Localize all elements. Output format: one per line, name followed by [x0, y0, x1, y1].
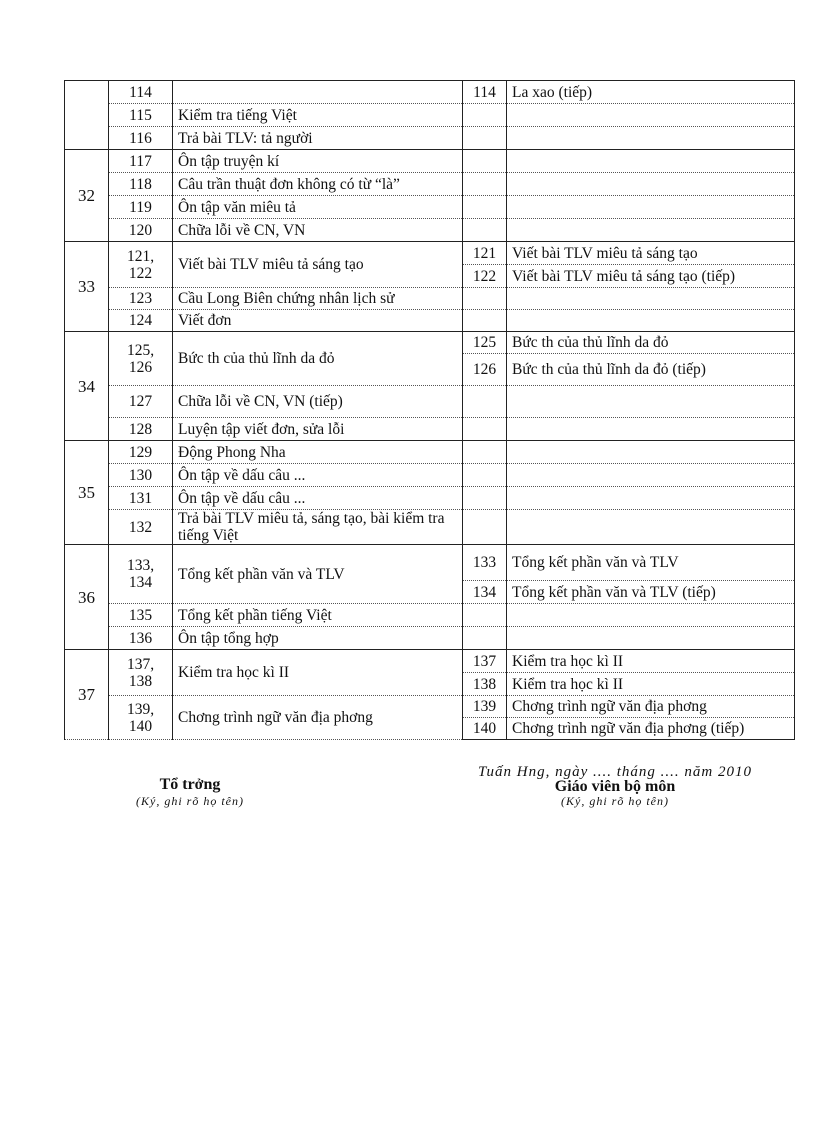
lesson-title-cell: Kiểm tra học kì II: [173, 650, 463, 696]
text-number-cell: [463, 604, 507, 627]
lesson-number-cell: 129: [109, 441, 173, 464]
lesson-number-cell: 123: [109, 288, 173, 310]
lesson-title-cell: Chơng trình ngữ văn địa phơng: [173, 696, 463, 740]
place-date: Tuấn Hng, ngày .... tháng .... năm 2010: [477, 764, 752, 780]
lesson-number-cell: 137, 138: [109, 650, 173, 696]
text-topic-cell: Bức th của thủ lĩnh da đỏ: [507, 332, 795, 354]
text-number-cell: 133: [463, 545, 507, 581]
text-topic-cell: Tổng kết phần văn và TLV (tiếp): [507, 581, 795, 604]
text-number-cell: 137: [463, 650, 507, 673]
text-topic-cell: [507, 150, 795, 173]
text-number-cell: [463, 196, 507, 219]
table-row: [65, 150, 795, 173]
text-topic-cell: [507, 464, 795, 487]
text-topic-cell: [507, 627, 795, 650]
lesson-number-cell: 114: [109, 81, 173, 104]
lesson-title-cell: Ôn tập truyện kí: [173, 150, 463, 173]
text-number-cell: [463, 173, 507, 196]
lesson-title-cell: Ôn tập văn miêu tả: [173, 196, 463, 219]
text-topic-cell: La xao (tiếp): [507, 81, 795, 104]
left-signature: [120, 776, 260, 809]
lesson-number-cell: 131: [109, 487, 173, 510]
lesson-number-cell: 118: [109, 173, 173, 196]
table-row: [65, 696, 795, 718]
lesson-number-cell: 121, 122: [109, 242, 173, 288]
text-number-cell: 134: [463, 581, 507, 604]
week-number-cell: 35: [65, 441, 109, 545]
left-signature-note: (Ký, ghi rõ họ tên): [136, 794, 244, 808]
lesson-title-cell: Câu trần thuật đơn không có từ “là”: [173, 173, 463, 196]
table-row: [65, 288, 795, 310]
table-row: [65, 604, 795, 627]
table-row: [65, 627, 795, 650]
text-number-cell: [463, 150, 507, 173]
text-number-cell: 114: [463, 81, 507, 104]
lesson-number-cell: 128: [109, 418, 173, 441]
lesson-number-cell: 132: [109, 510, 173, 545]
week-number-cell: 32: [65, 150, 109, 242]
text-number-cell: [463, 104, 507, 127]
text-topic-cell: Kiểm tra học kì II: [507, 650, 795, 673]
table-row: [65, 310, 795, 332]
lesson-number-cell: 124: [109, 310, 173, 332]
text-number-cell: 126: [463, 354, 507, 386]
text-topic-cell: Viết bài TLV miêu tả sáng tạo (tiếp): [507, 265, 795, 288]
text-topic-cell: [507, 219, 795, 242]
text-topic-cell: Bức th của thủ lĩnh da đỏ (tiếp): [507, 354, 795, 386]
text-number-cell: [463, 510, 507, 545]
week-number-cell: 37: [65, 650, 109, 740]
lesson-title-cell: Ôn tập tổng hợp: [173, 627, 463, 650]
table-row: [65, 332, 795, 354]
lesson-number-cell: 139, 140: [109, 696, 173, 740]
text-topic-cell: [507, 386, 795, 418]
table-row: [65, 81, 795, 104]
table-row: [65, 487, 795, 510]
lesson-title-cell: Ôn tập về dấu câu ...: [173, 487, 463, 510]
lesson-number-cell: 130: [109, 464, 173, 487]
lesson-title-cell: Tổng kết phần văn và TLV: [173, 545, 463, 604]
lesson-number-cell: 119: [109, 196, 173, 219]
lesson-number-cell: 115: [109, 104, 173, 127]
table-row: [65, 242, 795, 265]
lesson-number-cell: 127: [109, 386, 173, 418]
text-topic-cell: [507, 104, 795, 127]
right-signature: [460, 764, 770, 809]
text-topic-cell: [507, 288, 795, 310]
text-number-cell: [463, 127, 507, 150]
table-row: [65, 219, 795, 242]
lesson-title-cell: Động Phong Nha: [173, 441, 463, 464]
lesson-title-cell: Ôn tập về dấu câu ...: [173, 464, 463, 487]
table-row: [65, 441, 795, 464]
text-number-cell: [463, 487, 507, 510]
schedule-table: [64, 80, 795, 740]
week-number-cell: [65, 81, 109, 150]
text-number-cell: [463, 386, 507, 418]
text-topic-cell: [507, 310, 795, 332]
text-topic-cell: Chơng trình ngữ văn địa phơng (tiếp): [507, 718, 795, 740]
table-row: [65, 127, 795, 150]
week-number-cell: 33: [65, 242, 109, 332]
lesson-title-cell: Trả bài TLV miêu tả, sáng tạo, bài kiểm tra tiếng Việt: [173, 510, 463, 545]
text-topic-cell: [507, 418, 795, 441]
text-topic-cell: [507, 196, 795, 219]
text-number-cell: 125: [463, 332, 507, 354]
right-signature-title: Giáo viên bộ môn: [554, 778, 676, 795]
schedule-body: [65, 81, 795, 740]
text-number-cell: [463, 627, 507, 650]
table-row: [65, 464, 795, 487]
text-topic-cell: Tổng kết phần văn và TLV: [507, 545, 795, 581]
lesson-title-cell: Kiểm tra tiếng Việt: [173, 104, 463, 127]
text-number-cell: 138: [463, 673, 507, 696]
text-topic-cell: [507, 127, 795, 150]
table-row: [65, 173, 795, 196]
lesson-number-cell: 116: [109, 127, 173, 150]
lesson-title-cell: Trả bài TLV: tả người: [173, 127, 463, 150]
lesson-number-cell: 135: [109, 604, 173, 627]
text-topic-cell: [507, 173, 795, 196]
text-topic-cell: Viết bài TLV miêu tả sáng tạo: [507, 242, 795, 265]
text-topic-cell: Kiểm tra học kì II: [507, 673, 795, 696]
lesson-number-cell: 125, 126: [109, 332, 173, 386]
table-row: [65, 104, 795, 127]
text-topic-cell: [507, 510, 795, 545]
table-row: [65, 386, 795, 418]
text-number-cell: [463, 219, 507, 242]
text-topic-cell: Chơng trình ngữ văn địa phơng: [507, 696, 795, 718]
lesson-title-cell: Luyện tập viết đơn, sửa lỗi: [173, 418, 463, 441]
table-row: [65, 545, 795, 581]
lesson-number-cell: 117: [109, 150, 173, 173]
lesson-number-cell: 136: [109, 627, 173, 650]
lesson-title-cell: Viết bài TLV miêu tả sáng tạo: [173, 242, 463, 288]
lesson-title-cell: Cầu Long Biên chứng nhân lịch sử: [173, 288, 463, 310]
lesson-title-cell: Tổng kết phần tiếng Việt: [173, 604, 463, 627]
lesson-title-cell: Chữa lỗi về CN, VN (tiếp): [173, 386, 463, 418]
text-number-cell: 140: [463, 718, 507, 740]
text-number-cell: [463, 310, 507, 332]
table-row: [65, 196, 795, 219]
text-number-cell: [463, 441, 507, 464]
text-number-cell: [463, 288, 507, 310]
text-number-cell: [463, 464, 507, 487]
lesson-title-cell: [173, 81, 463, 104]
week-number-cell: 36: [65, 545, 109, 650]
lesson-title-cell: Viết đơn: [173, 310, 463, 332]
text-topic-cell: [507, 604, 795, 627]
lesson-title-cell: Chữa lỗi về CN, VN: [173, 219, 463, 242]
text-topic-cell: [507, 441, 795, 464]
lesson-title-cell: Bức th của thủ lĩnh da đỏ: [173, 332, 463, 386]
text-number-cell: [463, 418, 507, 441]
right-signature-note: (Ký, ghi rõ họ tên): [561, 794, 669, 808]
table-row: [65, 418, 795, 441]
text-topic-cell: [507, 487, 795, 510]
week-number-cell: 34: [65, 332, 109, 441]
text-number-cell: 139: [463, 696, 507, 718]
lesson-number-cell: 133, 134: [109, 545, 173, 604]
text-number-cell: 122: [463, 265, 507, 288]
table-row: [65, 510, 795, 545]
left-signature-title: Tổ trởng: [159, 776, 221, 793]
lesson-number-cell: 120: [109, 219, 173, 242]
table-row: [65, 650, 795, 673]
text-number-cell: 121: [463, 242, 507, 265]
